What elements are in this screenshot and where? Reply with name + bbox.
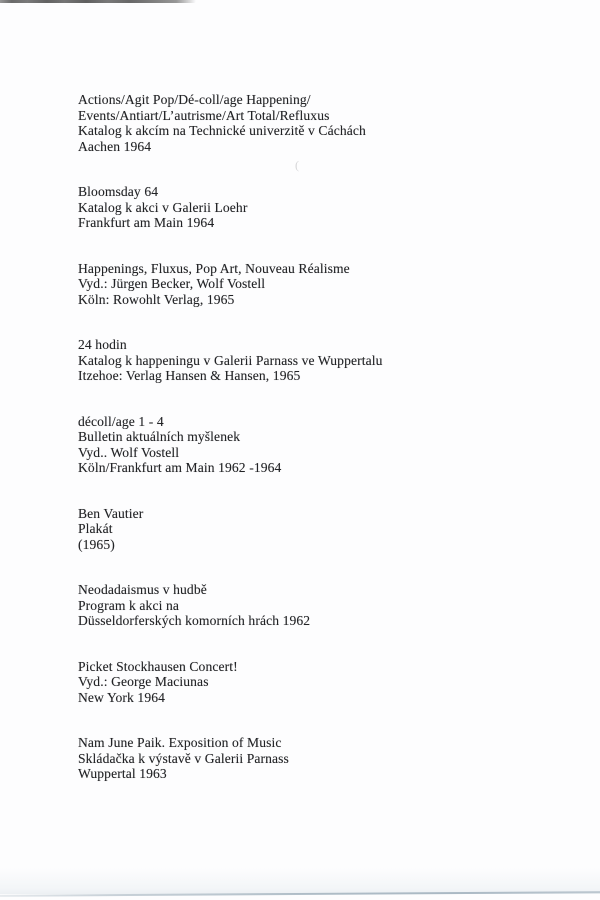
entry-line: Katalog k akcím na Technické univerzitě v Cáchách xyxy=(78,123,366,138)
bibliography-entry xyxy=(78,414,570,476)
entry-line: Happenings, Fluxus, Pop Art, Nouveau Réalisme xyxy=(78,260,350,276)
bibliography-entry xyxy=(78,92,570,154)
entry-line: Bulletin aktuálních myšlenek xyxy=(78,429,241,444)
entry-line: Aachen 1964 xyxy=(78,138,152,154)
scan-smudge: ( xyxy=(295,158,299,172)
entry-line: décoll/age 1 - 4 xyxy=(78,413,164,429)
entry-line: Nam June Paik. Exposition of Music xyxy=(78,735,282,750)
bibliography-entry xyxy=(78,659,570,706)
bibliography-entry xyxy=(78,337,570,384)
bibliography-entry xyxy=(78,184,570,231)
entry-line: Vyd.: Jürgen Becker, Wolf Vostell xyxy=(78,276,266,291)
entry-line: Vyd.. Wolf Vostell xyxy=(78,444,180,460)
entry-line: (1965) xyxy=(78,536,115,552)
entry-line: 24 hodin xyxy=(78,337,127,352)
entry-line: Düsseldorferských komorních hrách 1962 xyxy=(78,613,311,628)
entry-line: Vyd.: George Maciunas xyxy=(78,674,209,689)
entry-line: Plakát xyxy=(78,521,113,536)
scan-artifact-top-strip xyxy=(0,0,196,3)
entry-line: Itzehoe: Verlag Hansen & Hansen, 1965 xyxy=(78,368,301,383)
entry-line: New York 1964 xyxy=(78,689,166,705)
entry-line: Program k akci na xyxy=(78,597,179,613)
entry-line: Frankfurt am Main 1964 xyxy=(78,215,215,230)
bibliography-entry xyxy=(78,735,570,782)
bibliography-entry xyxy=(78,582,570,629)
entry-line: Ben Vautier xyxy=(78,505,144,521)
entry-line: Skládačka k výstavě v Galerii Parnass xyxy=(78,750,289,766)
entry-line: Bloomsday 64 xyxy=(78,184,159,199)
entry-line: Katalog k akci v Galerii Loehr xyxy=(78,199,248,215)
bibliography-entry xyxy=(78,506,570,553)
entry-line: Actions/Agit Pop/Dé-coll/age Happening/ xyxy=(78,92,311,107)
entry-line: Neodadaismus v hudbě xyxy=(78,582,207,597)
entry-line: Köln/Frankfurt am Main 1962 -1964 xyxy=(78,460,282,475)
entry-line: Köln: Rowohlt Verlag, 1965 xyxy=(78,291,235,307)
entry-line: Katalog k happeningu v Galerii Parnass ve Wuppertalu xyxy=(78,352,383,368)
paper-edge-shadow xyxy=(0,868,600,894)
entry-line: Events/Antiart/L’autrisme/Art Total/Refluxus xyxy=(78,107,330,123)
bibliography-entry xyxy=(78,261,570,308)
entry-line: Picket Stockhausen Concert! xyxy=(78,658,238,674)
bibliography-list xyxy=(78,92,570,812)
entry-line: Wuppertal 1963 xyxy=(78,766,167,781)
paper-edge-line xyxy=(0,891,600,897)
